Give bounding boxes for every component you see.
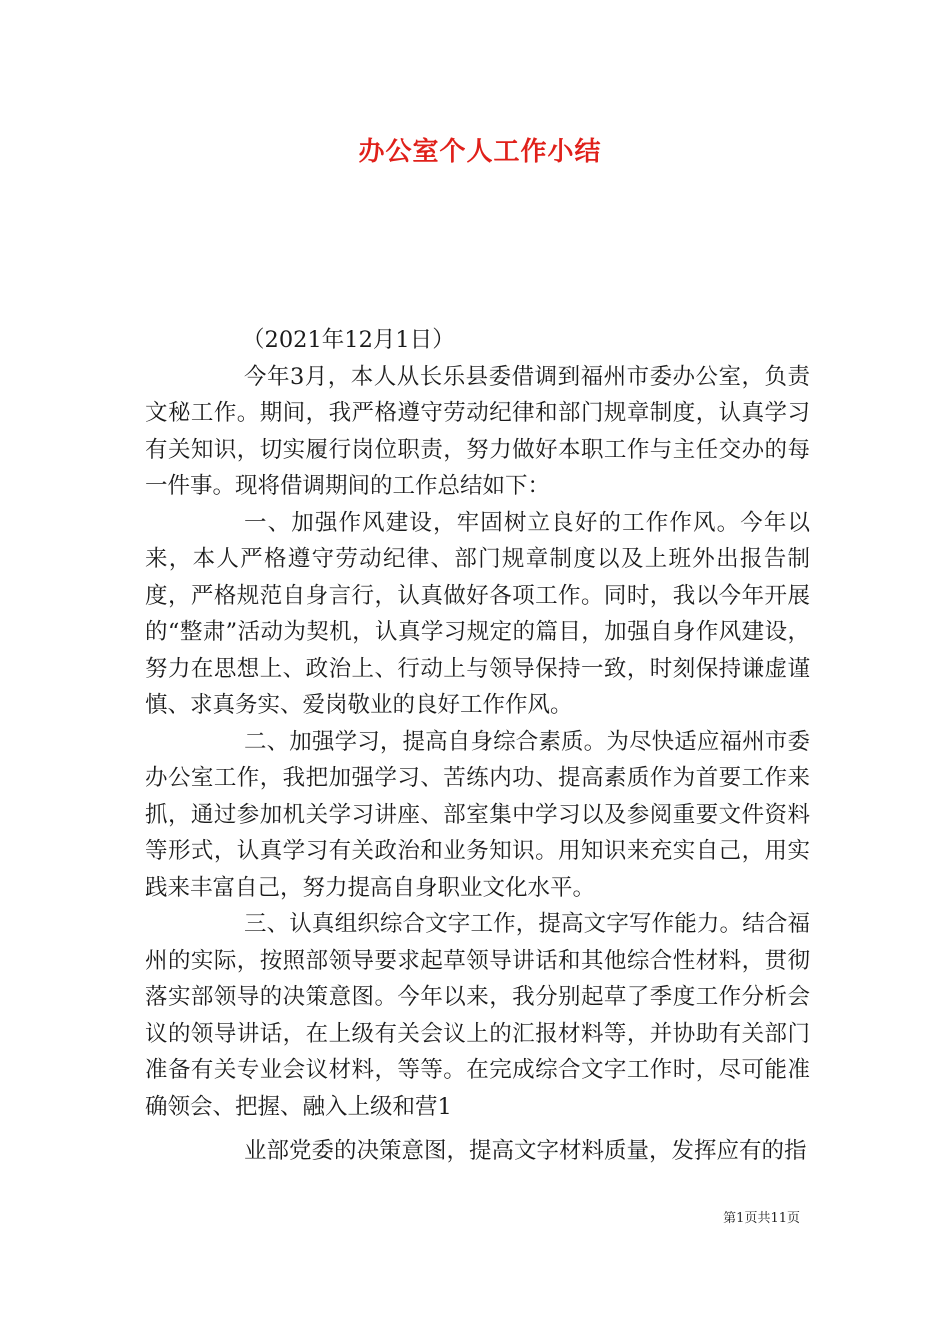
date-line: （2021年12月1日） — [242, 327, 455, 353]
page-number: 第1页共11页 — [723, 1211, 800, 1226]
document-body — [145, 322, 810, 1170]
paragraph-continued: 业部党委的决策意图，提高文字材料质量，发挥应有的指 — [244, 1138, 807, 1164]
paragraph-intro: 今年3月，本人从长乐县委借调到福州市委办公室，负责文秘工作。期间，我严格遵守劳动纪律和部门规章制度，认真学习有关知识，切实履行岗位职责，努力做好本职工作与主任交办的每一件事。现将借调期间的工作总结如下： — [145, 363, 810, 499]
paragraph-section-3: 三、认真组织综合文字工作，提高文字写作能力。结合福州的实际，按照部领导要求起草领导讲话和其他综合性材料，贯彻落实部领导的决策意图。今年以来，我分别起草了季度工作分析会议的领导讲话，在上级有关会议上的汇报材料等，并协助有关部门准备有关专业会议材料，等等。在完成综合文字工作时，尽可能准确领会、把握、融入上级和营1 — [145, 911, 810, 1120]
paragraph-section-1: 一、加强作风建设，牢固树立良好的工作作风。今年以来，本人严格遵守劳动纪律、部门规章制度以及上班外出报告制度，严格规范自身言行，认真做好各项工作。同时，我以今年开展的“整肃”活动为契机，认真学习规定的篇目，加强自身作风建设，努力在思想上、政治上、行动上与领导保持一致，时刻保持谦虚谨慎、求真务实、爱岗敬业的良好工作作风。 — [145, 509, 810, 718]
paragraph-section-2: 二、加强学习，提高自身综合素质。为尽快适应福州市委办公室工作，我把加强学习、苦练内功、提高素质作为首要工作来抓，通过参加机关学习讲座、部室集中学习以及参阅重要文件资料等形式，认真学习有关政治和业务知识。用知识来充实自己，用实践来丰富自己，努力提高自身职业文化水平。 — [145, 728, 810, 901]
document-title: 办公室个人工作小结 — [358, 137, 602, 167]
